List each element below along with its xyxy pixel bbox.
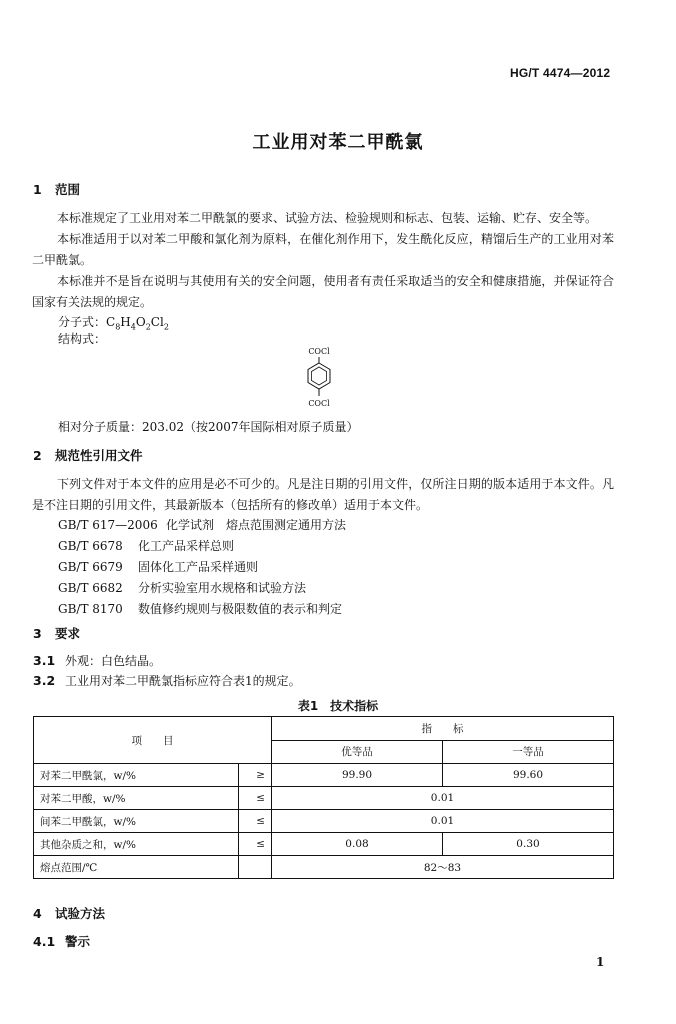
section-number: 3 bbox=[33, 626, 42, 641]
section-number: 2 bbox=[33, 448, 42, 463]
table-row bbox=[34, 787, 614, 810]
clause-number: 4.1 bbox=[33, 934, 56, 949]
scope-paragraph: 本标准并不是旨在说明与其使用有关的安全问题，使用者有责任采取适当的安全和健康措施，并保证符合国家有关法规的规定。 bbox=[32, 274, 614, 309]
header-index: 指 标 bbox=[272, 717, 614, 741]
formula-element: H bbox=[120, 315, 131, 329]
row-symbol: ≤ bbox=[239, 810, 272, 833]
page-title: 工业用对苯二甲酰氯 bbox=[252, 132, 424, 153]
row-value: 99.90 bbox=[272, 764, 443, 787]
row-item: 熔点范围/℃ bbox=[34, 856, 239, 879]
reference-title: 数值修约规则与极限数值的表示和判定 bbox=[138, 602, 343, 616]
reference-title: 固体化工产品采样通则 bbox=[138, 560, 259, 574]
section-title: 规范性引用文件 bbox=[55, 448, 143, 463]
row-value: 0.01 bbox=[272, 810, 614, 833]
formula-element: C bbox=[106, 315, 116, 329]
table-row bbox=[34, 833, 614, 856]
reference-code: GB/T 6678 bbox=[58, 539, 123, 553]
table-row bbox=[34, 856, 614, 879]
reference-item bbox=[58, 537, 234, 554]
reference-title: 分析实验室用水规格和试验方法 bbox=[138, 581, 307, 595]
standard-code: HG/T 4474—2012 bbox=[510, 66, 611, 80]
structural-formula bbox=[294, 346, 344, 412]
row-value: 99.60 bbox=[443, 764, 614, 787]
subsection-4-1-heading bbox=[33, 932, 90, 950]
table-row bbox=[34, 810, 614, 833]
clause-text: 外观：白色结晶。 bbox=[65, 654, 162, 668]
reference-code: GB/T 617—2006 bbox=[58, 518, 158, 532]
section-3-heading bbox=[33, 624, 80, 642]
reference-title: 化学试剂 熔点范围测定通用方法 bbox=[166, 518, 347, 532]
table-row bbox=[34, 764, 614, 787]
row-symbol: ≤ bbox=[239, 833, 272, 856]
formula-element: Cl bbox=[150, 315, 164, 329]
reference-item bbox=[58, 600, 342, 617]
requirement-item bbox=[33, 672, 301, 689]
section-2-heading bbox=[33, 446, 143, 464]
row-value: 0.30 bbox=[443, 833, 614, 856]
section-number: 4 bbox=[33, 906, 42, 921]
reference-item bbox=[58, 579, 306, 596]
section-title: 警示 bbox=[65, 934, 91, 949]
technical-index-table bbox=[33, 716, 614, 879]
scope-paragraph: 本标准适用于以对苯二甲酸和氯化剂为原料，在催化剂作用下，发生酰化反应，精馏后生产的工业用对苯二甲酰氯。 bbox=[32, 232, 614, 267]
molecular-mass: 相对分子质量：203.02（按2007年国际相对原子质量） bbox=[58, 420, 359, 434]
molecular-formula bbox=[58, 313, 169, 331]
reference-item bbox=[58, 558, 258, 575]
formula-subscript: 2 bbox=[163, 322, 169, 332]
benzene-inner-ring bbox=[312, 367, 327, 385]
table-caption: 表1 技术指标 bbox=[297, 699, 379, 713]
section-number: 1 bbox=[33, 182, 42, 197]
formula-label: 分子式： bbox=[58, 315, 107, 329]
section-1-heading bbox=[33, 180, 80, 198]
row-item: 对苯二甲酸，w/% bbox=[34, 787, 239, 810]
top-group-label: COCl bbox=[308, 347, 330, 356]
row-value: 0.08 bbox=[272, 833, 443, 856]
requirement-item bbox=[33, 652, 161, 669]
row-item: 其他杂质之和，w/% bbox=[34, 833, 239, 856]
reference-item bbox=[58, 516, 346, 533]
reference-code: GB/T 6682 bbox=[58, 581, 123, 595]
reference-code: GB/T 6679 bbox=[58, 560, 123, 574]
scope-paragraph: 本标准规定了工业用对苯二甲酰氯的要求、试验方法、检验规则和标志、包装、运输、贮存、安全等。 bbox=[57, 211, 598, 225]
formula-subscript: 2 bbox=[145, 322, 151, 332]
formula-subscript: 8 bbox=[115, 322, 121, 332]
header-item: 项 目 bbox=[34, 717, 272, 764]
reference-title: 化工产品采样总则 bbox=[138, 539, 235, 553]
clause-text: 工业用对苯二甲酰氯指标应符合表1的规定。 bbox=[65, 674, 301, 688]
header-grade-first: 一等品 bbox=[443, 740, 614, 764]
table-header-row bbox=[34, 717, 614, 741]
section-4-heading bbox=[33, 904, 105, 922]
structure-label: 结构式： bbox=[58, 332, 107, 346]
references-intro: 下列文件对于本文件的应用是必不可少的。凡是注日期的引用文件，仅所注日期的版本适用于本文件。凡是不注日期的引用文件，其最新版本（包括所有的修改单）适用于本文件。 bbox=[32, 477, 614, 512]
clause-number: 3.2 bbox=[33, 673, 56, 688]
row-value: 0.01 bbox=[272, 787, 614, 810]
row-symbol bbox=[239, 856, 272, 879]
reference-code: GB/T 8170 bbox=[58, 602, 123, 616]
page-number: 1 bbox=[596, 955, 605, 969]
section-title: 范围 bbox=[55, 182, 81, 197]
row-symbol: ≥ bbox=[239, 764, 272, 787]
clause-number: 3.1 bbox=[33, 653, 56, 668]
formula-element: O bbox=[135, 315, 146, 329]
header-grade-premium: 优等品 bbox=[272, 740, 443, 764]
row-symbol: ≤ bbox=[239, 787, 272, 810]
section-title: 要求 bbox=[55, 626, 81, 641]
formula-subscript: 4 bbox=[130, 322, 136, 332]
row-item: 间苯二甲酰氯，w/% bbox=[34, 810, 239, 833]
row-item: 对苯二甲酰氯，w/% bbox=[34, 764, 239, 787]
section-title: 试验方法 bbox=[55, 906, 106, 921]
bottom-group-label: COCl bbox=[308, 399, 330, 408]
row-value: 82～83 bbox=[272, 856, 614, 879]
